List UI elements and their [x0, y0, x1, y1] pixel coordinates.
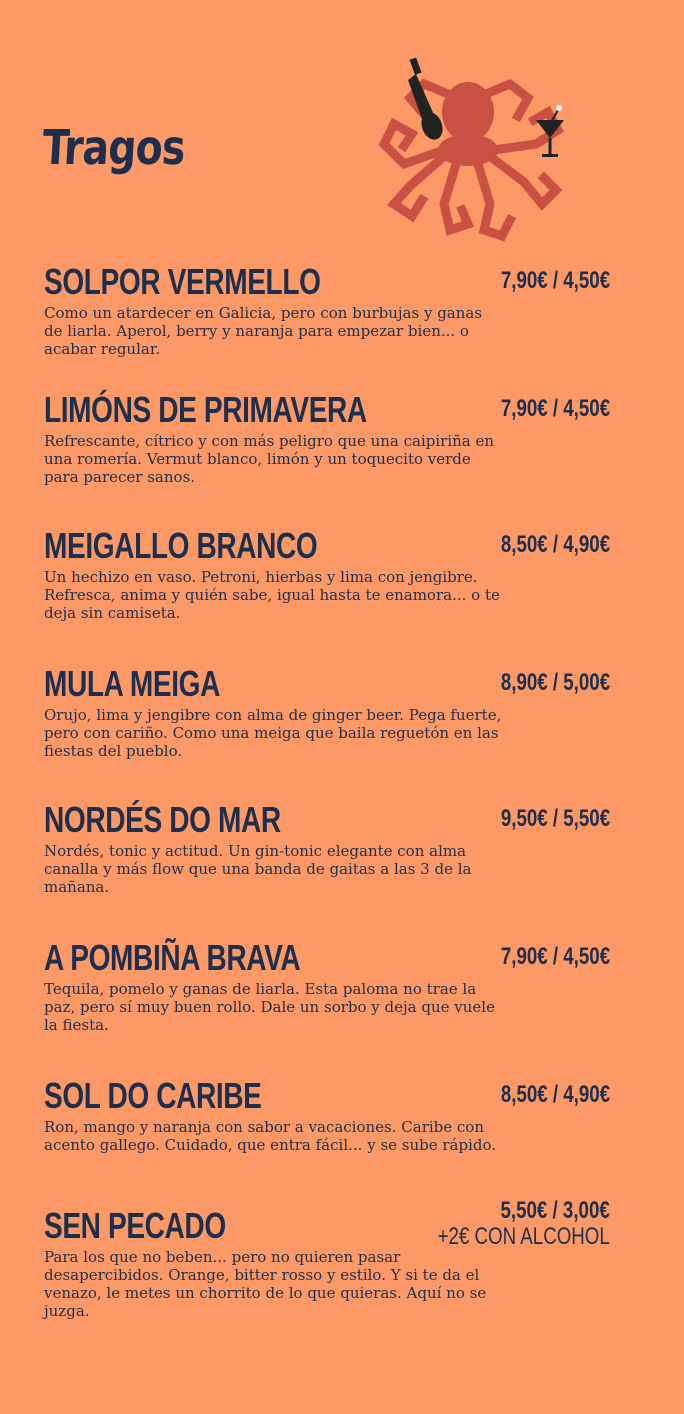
octopus-logo-icon: [360, 54, 580, 244]
item-price: 7,90€ / 4,50€: [500, 943, 610, 970]
menu-item: [44, 663, 610, 760]
menu-item: [44, 937, 610, 1034]
item-description: Tequila, pomelo y ganas de liarla. Esta paloma no trae la paz, pero sí muy buen rollo. Dale un sorbo y deja que vuele la fiesta.: [44, 980, 495, 1034]
item-description: Ron, mango y naranja con sabor a vacaciones. Caribe con acento gallego. Cuidado, que entra fácil... y se sube rápido.: [44, 1118, 497, 1154]
item-description: Como un atardecer en Galicia, pero con burbujas y ganas de liarla. Aperol, berry y naranja para empezar bien... o acabar regular.: [44, 304, 483, 358]
item-price: 5,50€ / 3,00€ +2€ CON ALCOHOL: [437, 1197, 610, 1250]
item-name: SOLPOR VERMELLO: [44, 261, 321, 302]
page-title: Tragos: [40, 120, 187, 176]
item-name: LIMÓNS DE PRIMAVERA: [44, 389, 367, 430]
menu-item: [44, 799, 610, 896]
menu-item: [44, 389, 610, 486]
item-price: 7,90€ / 4,50€: [500, 267, 610, 294]
menu-item: [44, 1075, 610, 1154]
item-price: 7,90€ / 4,50€: [500, 395, 610, 422]
item-description: Orujo, lima y jengibre con alma de ginger beer. Pega fuerte, pero con cariño. Como una meiga que baila reguetón en las fiestas del pueblo.: [44, 706, 502, 760]
item-name: NORDÉS DO MAR: [44, 799, 281, 840]
item-description: Un hechizo en vaso. Petroni, hierbas y lima con jengibre. Refresca, anima y quién sabe, igual hasta te enamora... o te deja sin camiseta.: [44, 568, 500, 622]
item-price-extra: +2€ CON ALCOHOL: [437, 1223, 610, 1250]
item-name: MEIGALLO BRANCO: [44, 525, 318, 566]
menu-item: [44, 261, 610, 358]
item-name: SEN PECADO: [44, 1205, 226, 1246]
item-price: 8,50€ / 4,90€: [500, 1081, 610, 1108]
item-description: Nordés, tonic y actitud. Un gin-tonic elegante con alma canalla y más flow que una banda de gaitas a las 3 de la mañana.: [44, 842, 472, 896]
item-name: SOL DO CARIBE: [44, 1075, 262, 1116]
item-price: 8,50€ / 4,90€: [500, 531, 610, 558]
menu-item: [44, 525, 610, 622]
item-price: 9,50€ / 5,50€: [500, 805, 610, 832]
item-description: Para los que no beben... pero no quieren pasar desapercibidos. Orange, bitter rosso y estilo. Y si te da el venazo, le metes un chorrito de lo que quieras. Aquí no se juzga.: [44, 1248, 487, 1320]
item-name: MULA MEIGA: [44, 663, 221, 704]
item-description: Refrescante, cítrico y con más peligro que una caipiriña en una romería. Vermut blanco, limón y un toquecito verde para parecer sanos.: [44, 432, 495, 486]
item-price: 8,90€ / 5,00€: [500, 669, 610, 696]
item-name: A POMBIÑA BRAVA: [44, 937, 301, 978]
menu-item: [44, 1197, 610, 1320]
